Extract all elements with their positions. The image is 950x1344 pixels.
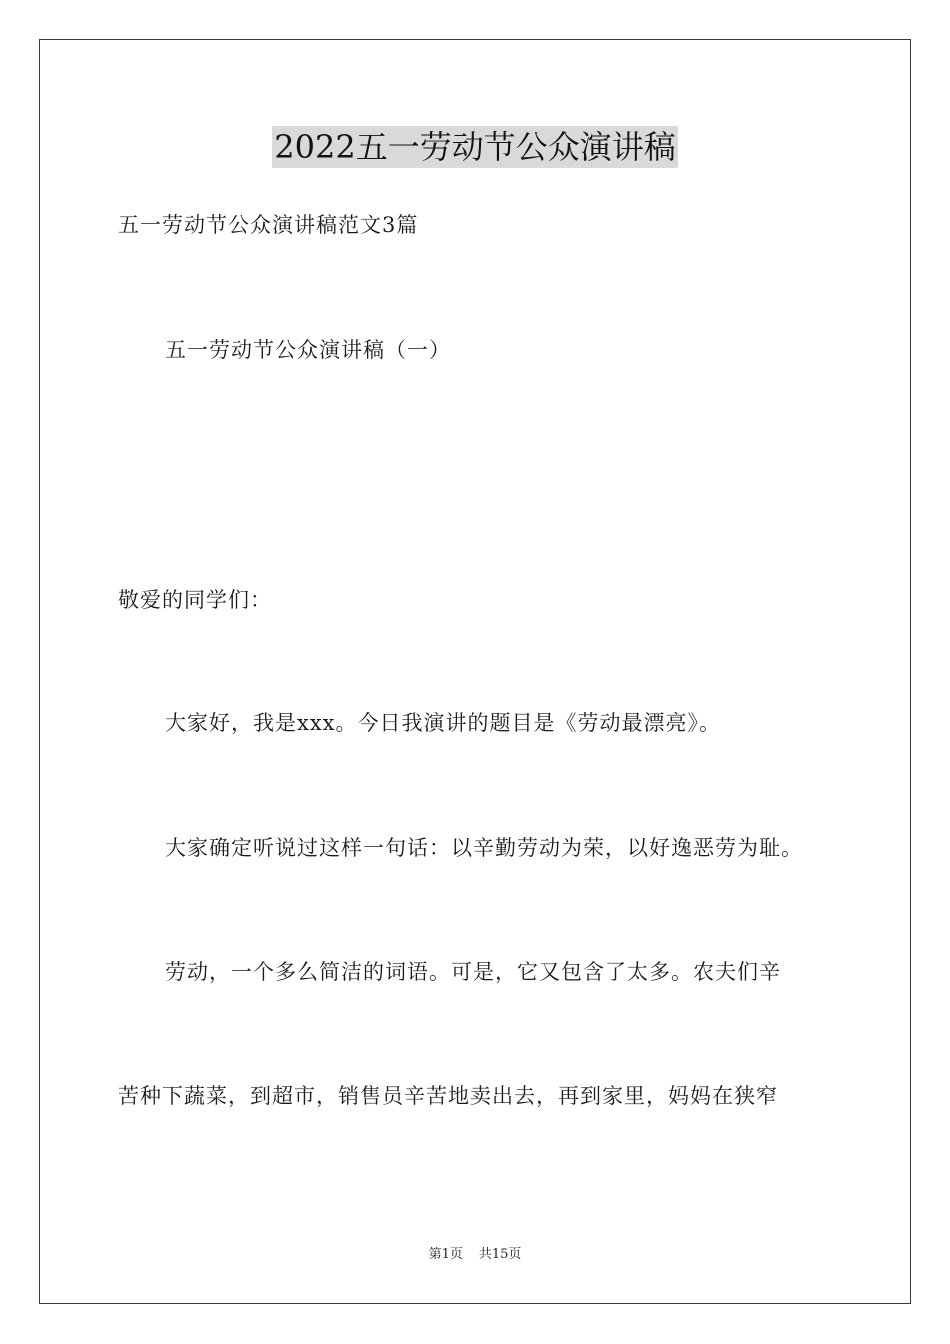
page-number-total: 共15页 xyxy=(478,1247,522,1262)
document-title: 2022五一劳动节公众演讲稿 xyxy=(274,128,676,166)
title-container xyxy=(0,126,950,168)
paragraph-line: 大家确定听说过这样一句话：以辛勤劳动为荣，以好逸恶劳为耻。 xyxy=(165,836,803,860)
salutation: 敬爱的同学们： xyxy=(118,588,272,612)
document-subtitle: 五一劳动节公众演讲稿范文3篇 xyxy=(118,213,419,237)
paragraph-line: 劳动，一个多么简洁的词语。可是，它又包含了太多。农夫们辛 xyxy=(165,960,781,984)
paragraph-line: 大家好，我是xxx。今日我演讲的题目是《劳动最漂亮》。 xyxy=(165,711,722,735)
paragraph-line: 苦种下蔬菜，到超市，销售员辛苦地卖出去，再到家里，妈妈在狭窄 xyxy=(118,1084,778,1108)
section-heading: 五一劳动节公众演讲稿（一） xyxy=(165,338,451,362)
page-number-current: 第1页 xyxy=(428,1247,463,1262)
page-footer xyxy=(0,1246,950,1264)
